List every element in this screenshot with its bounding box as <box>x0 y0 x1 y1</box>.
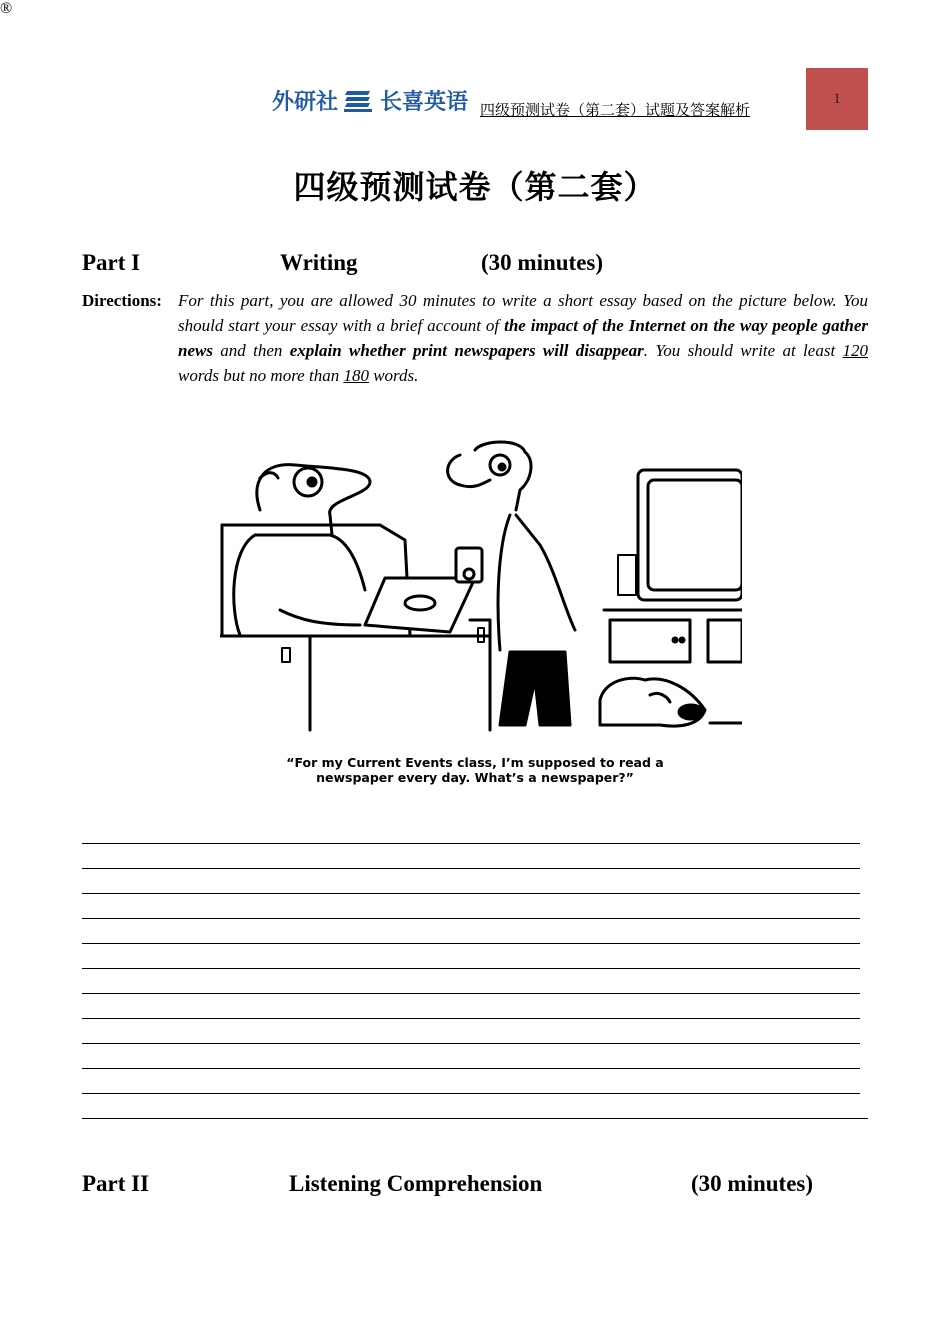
answer-line <box>82 993 860 994</box>
answer-line <box>82 843 860 844</box>
answer-line <box>82 943 860 944</box>
registered-mark: ® <box>0 0 13 17</box>
directions-part1: For this part, you are allowed 30 minutes to write a short essay based on the picture below. You should start your essay with a brief account of <box>178 291 868 335</box>
directions-part4: words but no more than <box>178 366 344 385</box>
part2-name: Listening Comprehension <box>289 1171 543 1196</box>
part1-name: Writing <box>280 250 358 275</box>
book-icon <box>344 87 374 113</box>
cartoon-caption-line1: “For my Current Events class, I’m supposed to read a <box>286 755 664 770</box>
directions-topic-disappear: explain whether print newspapers will disappear <box>289 341 644 360</box>
directions-text <box>178 288 868 388</box>
header-title: 四级预测试卷（第二套）试题及答案解析 <box>480 101 751 119</box>
answer-lines <box>82 843 868 1143</box>
answer-line <box>82 918 860 919</box>
part1-time: (30 minutes) <box>481 250 604 275</box>
page-number-badge: 1 <box>806 68 868 130</box>
cartoon-illustration <box>220 440 742 735</box>
directions-part5: words. <box>368 366 419 385</box>
answer-line <box>82 1043 860 1044</box>
part2-number: Part II <box>82 1171 150 1196</box>
cartoon-caption-line2: newspaper every day. What’s a newspaper?” <box>316 770 634 785</box>
directions-part2: and then <box>212 341 290 360</box>
max-word-count: 180 <box>343 366 369 385</box>
answer-line <box>82 1018 860 1019</box>
part1-number: Part I <box>82 250 141 275</box>
answer-line <box>82 968 860 969</box>
answer-line <box>82 893 860 894</box>
logo-text-brand: 长喜英语 <box>380 89 469 115</box>
answer-line <box>82 1118 868 1119</box>
directions-label: Directions: <box>82 291 162 310</box>
publisher-logo <box>272 83 468 117</box>
part2-time: (30 minutes) <box>691 1171 814 1196</box>
answer-line <box>82 1093 860 1094</box>
logo-text-publisher: 外研社 <box>272 89 339 115</box>
directions-topic-impact: the impact of the Internet on the way people gather news <box>178 316 868 360</box>
answer-line <box>82 868 860 869</box>
document-title: 四级预测试卷（第二套） <box>293 168 657 206</box>
answer-line <box>82 1068 860 1069</box>
min-word-count: 120 <box>842 341 868 360</box>
directions-part3: . You should write at least <box>643 341 843 360</box>
